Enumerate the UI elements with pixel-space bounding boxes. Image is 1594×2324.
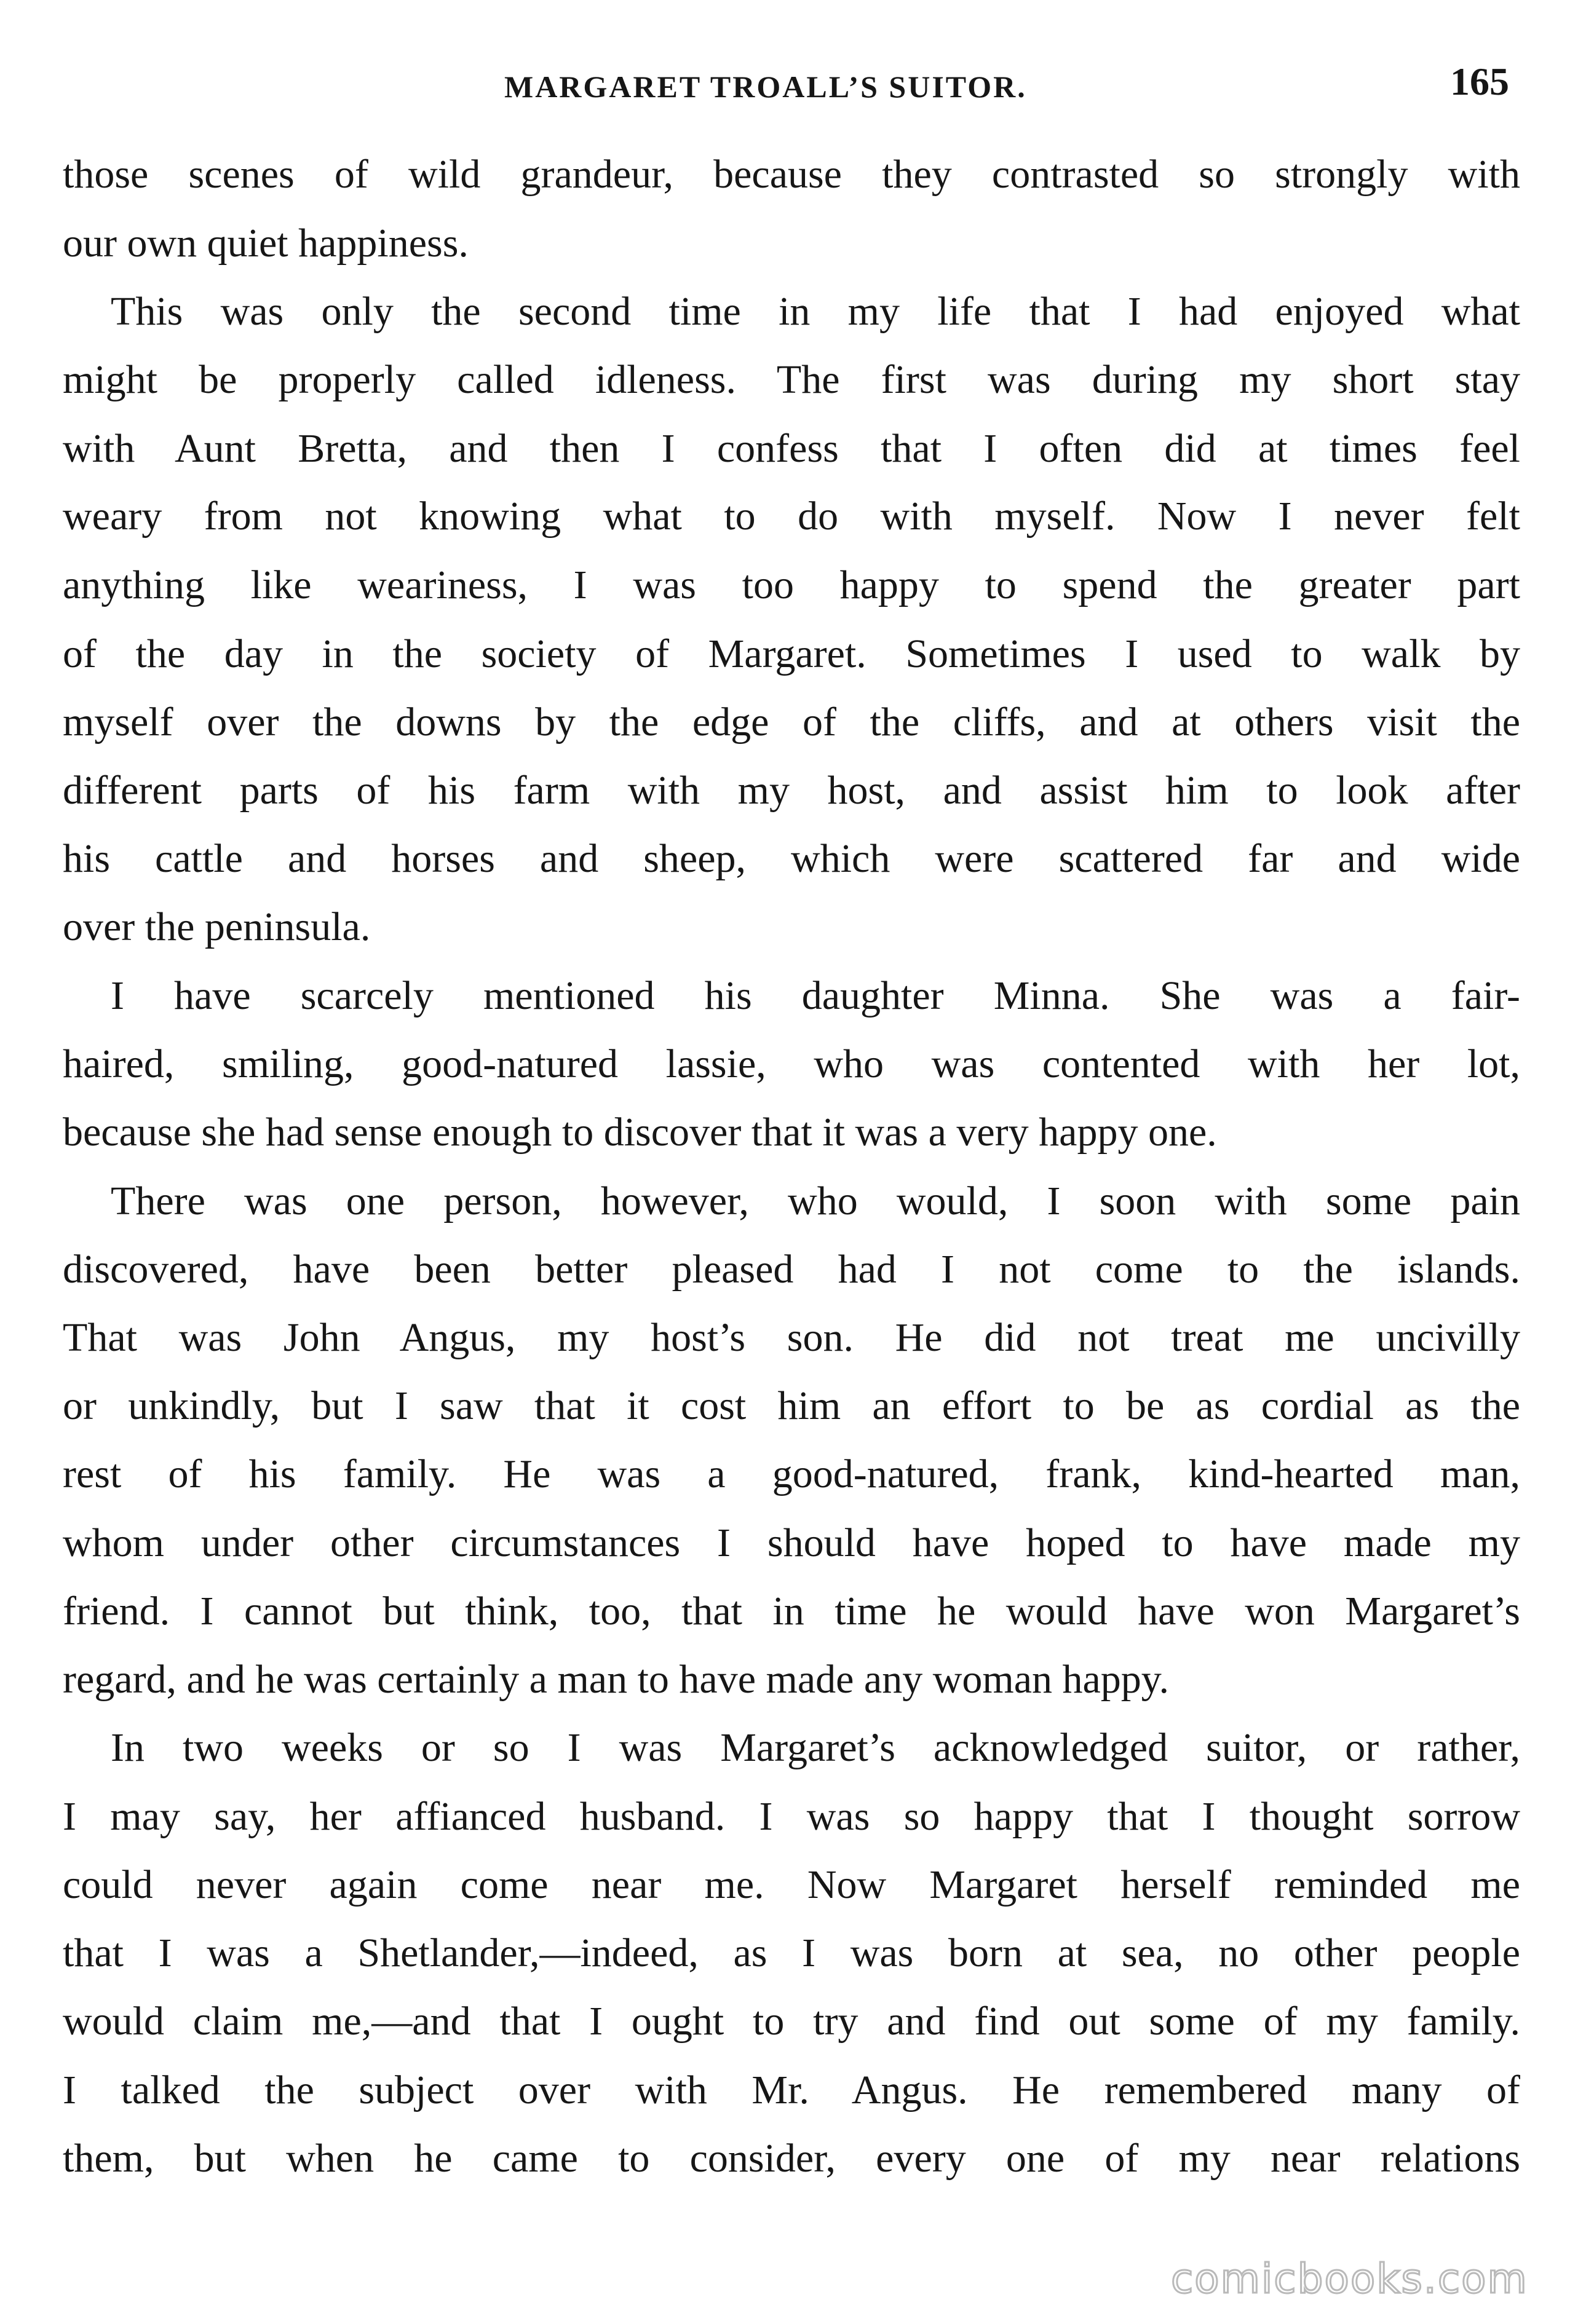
text-line: discovered, have been better pleased had I not come to the islands.	[63, 1247, 1520, 1292]
page-number: 165	[1450, 60, 1509, 103]
paragraph-first-line: There was one person, however, who would, I soon with some pain	[111, 1179, 1520, 1223]
text-line: rest of his family. He was a good-natured, frank, kind-hearted man,	[63, 1452, 1520, 1496]
paragraph-first-line: This was only the second time in my life that I had enjoyed what	[111, 289, 1520, 334]
text-line: weary from not knowing what to do with myself. Now I never felt	[63, 494, 1520, 539]
text-line: friend. I cannot but think, too, that in time he would have won Margaret’s	[63, 1589, 1520, 1634]
text-line: of the day in the society of Margaret. Sometimes I used to walk by	[63, 631, 1520, 676]
paragraph-first-line: In two weeks or so I was Margaret’s acknowledged suitor, or rather,	[111, 1725, 1520, 1770]
text-line: different parts of his farm with my host, and assist him to look after	[63, 768, 1520, 813]
running-title: MARGARET TROALL’S SUITOR.	[504, 69, 1027, 104]
text-line: would claim me,—and that I ought to try and find out some of my family.	[63, 1999, 1520, 2044]
text-line: I may say, her affianced husband. I was so happy that I thought sorrow	[63, 1794, 1520, 1839]
text-line: or unkindly, but I saw that it cost him an effort to be as cordial as the	[63, 1383, 1520, 1428]
text-line: I talked the subject over with Mr. Angus. He remembered many of	[63, 2068, 1520, 2113]
text-line: over the peninsula.	[63, 904, 371, 949]
text-line: myself over the downs by the edge of the cliffs, and at others visit the	[63, 700, 1520, 745]
text-line: his cattle and horses and sheep, which were scattered far and wide	[63, 836, 1520, 881]
text-line: That was John Angus, my host’s son. He did not treat me uncivilly	[63, 1315, 1520, 1360]
text-line: haired, smiling, good-natured lassie, who was contented with her lot,	[63, 1041, 1520, 1086]
paragraph-first-line: I have scarcely mentioned his daughter Minna. She was a fair-	[111, 973, 1520, 1018]
text-line: that I was a Shetlander,—indeed, as I was born at sea, no other people	[63, 1931, 1520, 1975]
text-line: anything like weariness, I was too happy to spend the greater part	[63, 563, 1520, 607]
text-line: because she had sense enough to discover that it was a very happy one.	[63, 1110, 1217, 1155]
text-line: with Aunt Bretta, and then I confess that I often did at times feel	[63, 426, 1520, 471]
watermark: comicbooks.com	[1171, 2255, 1528, 2302]
text-line: might be properly called idleness. The first was during my short stay	[63, 357, 1520, 402]
text-line: whom under other circumstances I should have hoped to have made my	[63, 1520, 1520, 1565]
text-line: our own quiet happiness.	[63, 221, 469, 266]
text-line: those scenes of wild grandeur, because they contrasted so strongly with	[63, 152, 1520, 197]
text-line: regard, and he was certainly a man to have made any woman happy.	[63, 1657, 1170, 1702]
text-line: them, but when he came to consider, every one of my near relations	[63, 2136, 1520, 2181]
text-line: could never again come near me. Now Margaret herself reminded me	[63, 1862, 1520, 1907]
